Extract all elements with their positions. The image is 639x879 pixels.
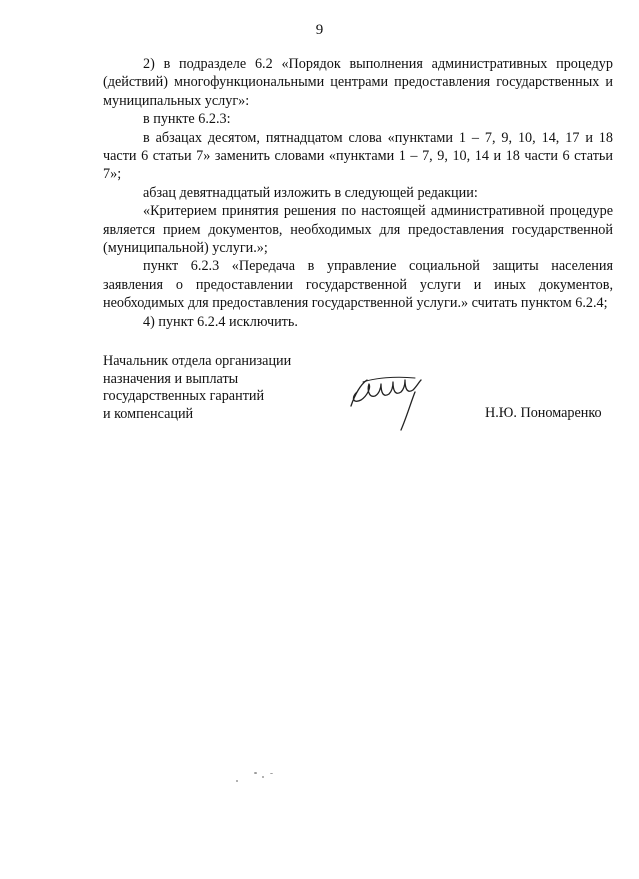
handwritten-signature bbox=[345, 372, 435, 436]
paragraph-criterion: «Критерием принятия решения по настоящей административной процедуре является прием документов, необходимых для предоставления государственной (муниципальной) услуги.»; bbox=[103, 203, 613, 257]
paragraph-point-6-2-3: в пункте 6.2.3: bbox=[143, 111, 231, 128]
scan-speck bbox=[254, 772, 257, 774]
signer-position-line: Начальник отдела организации bbox=[103, 353, 292, 369]
paragraph-subsection-6-2: 2) в подразделе 6.2 «Порядок выполнения административных процедур (действий) многофункциональными центрами предоставления государственных и муниципальных услуг»: bbox=[103, 56, 613, 109]
signer-position-line: назначения и выплаты bbox=[103, 370, 239, 387]
scan-speck bbox=[236, 780, 238, 782]
scan-speck bbox=[262, 776, 264, 778]
signer-name: Н.Ю. Пономаренко bbox=[485, 405, 602, 421]
signer-position-line: государственных гарантий bbox=[103, 388, 265, 404]
scan-speck bbox=[270, 773, 273, 774]
document-body bbox=[103, 55, 613, 331]
page-number: 9 bbox=[315, 22, 324, 38]
paragraph-replace-words: в абзацах десятом, пятнадцатом слова «пунктами 1 – 7, 9, 10, 14, 17 и 18 части 6 статьи 7» заменить словами «пунктами 1 – 7, 9, 10, 14 и 18 части 6 статьи 7»; bbox=[103, 129, 613, 183]
signer-position bbox=[103, 353, 291, 423]
signer-position-line: и компенсаций bbox=[103, 405, 194, 422]
paragraph-exclude: 4) пункт 6.2.4 исключить. bbox=[143, 313, 298, 330]
paragraph-nineteenth: абзац девятнадцатый изложить в следующей редакции: bbox=[143, 184, 478, 201]
paragraph-renumber: пункт 6.2.3 «Передача в управление социальной защиты населения заявления о предоставлении государственной услуги и иных документов, необходимых для предоставления государственной услуги.» считать пунктом 6.2.4; bbox=[103, 258, 613, 312]
